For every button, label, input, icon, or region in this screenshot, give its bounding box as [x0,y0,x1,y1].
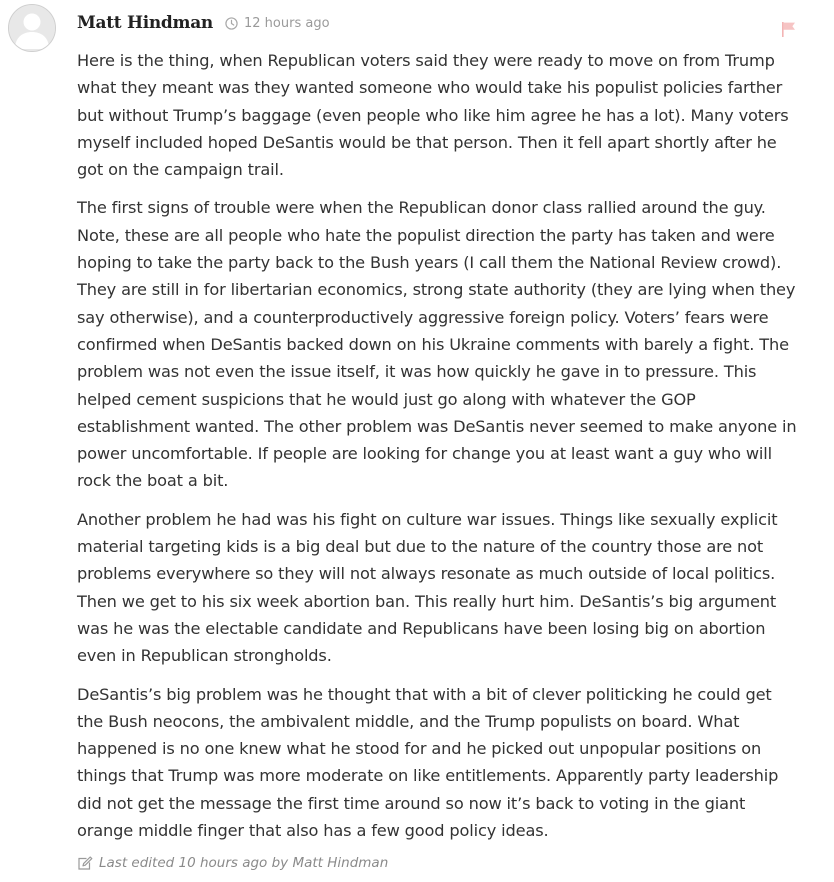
edit-icon [77,856,93,871]
avatar[interactable] [8,4,56,52]
clock-icon [225,17,238,30]
comment-header [77,10,330,36]
comment-paragraph: Another problem he had was his fight on culture war issues. Things like sexually explicit material targeting kids is a big deal but due to the nature of the country those are not problems everywhere so they will not always resonate as much outside of local politics. Then we get to his six week abortion ban. This really hurt him. DeSantis’s big argument was he was the electable candidate and Republicans have been losing big on abortion even in Republican strongholds. [77,509,778,666]
edited-note-text: Last edited 10 hours ago by Matt Hindman [99,855,389,871]
default-user-avatar-icon [9,5,55,51]
comment-paragraph: DeSantis’s big problem was he thought that with a bit of clever politicking he could get the Bush neocons, the ambivalent middle, and the Trump populists on board. What happened is no one knew what he stood for and he picked out unpopular positions on things that Trump was more moderate on like entitlements. Apparently party leadership did not get the message the first time around so now it’s back to voting in the giant orange middle finger that also has a few good policy ideas. [77,684,779,841]
flag-icon[interactable] [780,20,798,38]
comment-paragraph: The first signs of trouble were when the Republican donor class rallied around the guy. Note, these are all people who hate the populist direction the party has taken and were hoping to take the party back to the Bush years (I call them the National Review crowd). They are still in for libertarian economics, strong state authority (they are lying when they say otherwise), and a counterproductively aggressive foreign policy. Voters’ fears were confirmed when DeSantis backed down on his Ukraine comments with barely a fight. The problem was not even the issue itself, it was how quickly he gave in to pressure. This helped cement suspicions that he would just go along with whatever the GOP establishment wanted. The other problem was DeSantis never seemed to make anyone in power uncomfortable. If people are looking for change you at least want a guy who will rock the boat a bit. [77,198,797,491]
author-name[interactable]: Matt Hindman [77,13,213,33]
comment-body [77,47,799,855]
timestamp [225,16,330,31]
timestamp-text: 12 hours ago [244,15,330,31]
comment-paragraph: Here is the thing, when Republican voters said they were ready to move on from Trump what they meant was they wanted someone who would take his populist policies farther but without Trump’s baggage (even people who like him agree he has a lot). Many voters myself included hoped DeSantis would be that person. Then it fell apart shortly after he got on the campaign trail. [77,51,789,180]
edited-note [77,855,388,871]
